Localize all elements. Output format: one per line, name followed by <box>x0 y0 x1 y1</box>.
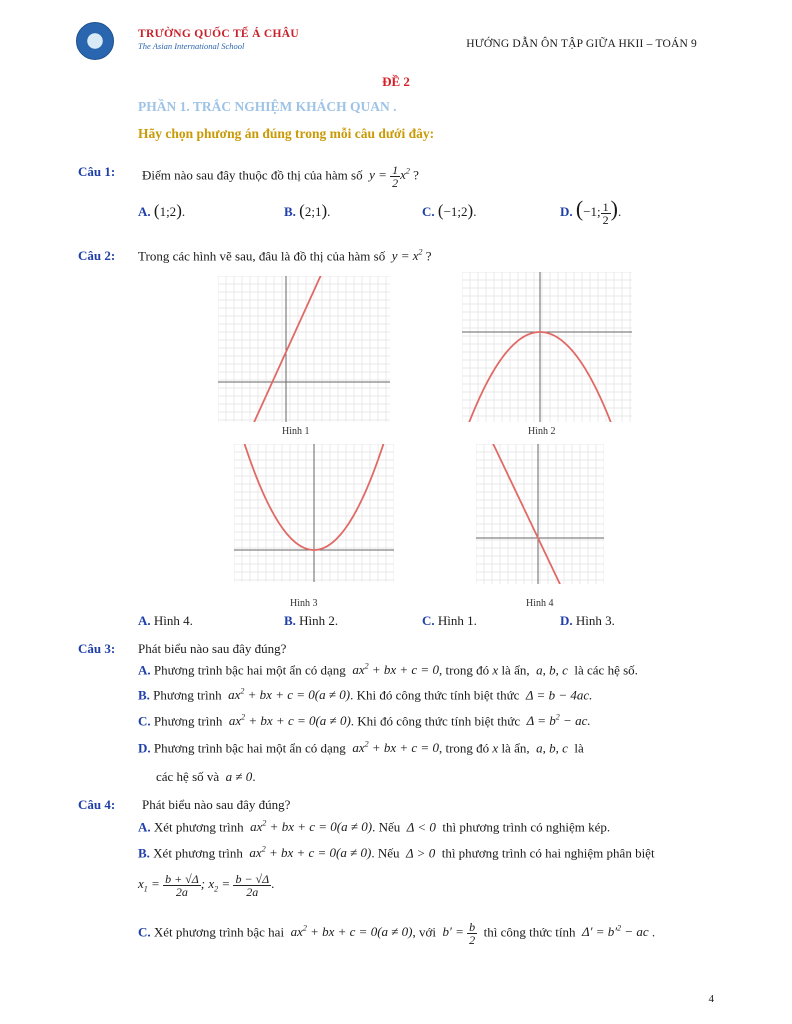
q3-option-b[interactable]: B. Phương trình $ax^2$ + bx + c = 0(a ≠ 0). Khi đó công thức tính biệt thức Δ = b − 4ac. <box>138 687 593 703</box>
school-name: TRƯỜNG QUỐC TẾ Á CHÂU <box>138 28 299 40</box>
q1-option-d[interactable]: D. (−1; $\frac{1}{2}$ ). <box>560 196 622 227</box>
graph-2 <box>462 272 632 422</box>
q2-stem: Trong các hình vẽ sau, đâu là đồ thị của hàm số <box>138 248 386 264</box>
graph-4-caption: Hình 4 <box>526 598 554 609</box>
q4-text: Phát biểu nào sau đây đúng? <box>142 797 291 812</box>
q3-option-a[interactable]: A. Phương trình bậc hai một ẩn có dạng $ax^2$ + bx + c = 0, trong đó x là ẩn, a, b, c là các hệ số. <box>138 662 638 678</box>
q3-option-c[interactable]: C. Phương trình $ax^2$ + bx + c = 0(a ≠ 0). Khi đó công thức tính biệt thức $\Delta = b^2$ − ac. <box>138 713 591 729</box>
q2-option-d[interactable]: D. Hình 3. <box>560 613 615 628</box>
q1-option-b[interactable]: B. (2;1). <box>284 201 331 220</box>
q1-option-c[interactable]: C. (−1;2). <box>422 201 477 220</box>
q3-option-d[interactable]: D. Phương trình bậc hai một ẩn có dạng $ax^2$ + bx + c = 0, trong đó x là ẩn, a, b, c là <box>138 740 584 756</box>
q2-formula: $y = x^2$ <box>388 248 423 264</box>
curve-graph-1 <box>246 276 329 422</box>
document-title: HƯỚNG DẪN ÔN TẬP GIỮA HKII – TOÁN 9 <box>466 38 697 50</box>
graph-2-caption: Hình 2 <box>528 426 556 437</box>
q4-option-a[interactable]: A. Xét phương trình $ax^2$ + bx + c = 0(a ≠ 0). Nếu Δ < 0 thì phương trình có nghiệm kép. <box>138 819 611 835</box>
q1-option-a[interactable]: A. (1;2). <box>138 201 186 220</box>
graph-3-caption: Hình 3 <box>290 598 318 609</box>
q2-option-a[interactable]: A. Hình 4. <box>138 613 193 628</box>
q1-text: Điểm nào sau đây thuộc đồ thị của hàm số y = $\frac{1}{2}$ $x^2$ ? <box>142 162 419 190</box>
page-number: 4 <box>708 993 714 1005</box>
q3-option-d-continued: các hệ số và a ≠ 0. <box>156 769 256 784</box>
q2-text: Trong các hình vẽ sau, đâu là đồ thị của hàm số $y = x^2$ ? <box>138 248 432 264</box>
graph-4 <box>476 444 604 584</box>
q4-label: Câu 4: <box>78 797 116 812</box>
school-subtitle: The Asian International School <box>138 41 245 51</box>
section-heading: PHẦN 1. TRẮC NGHIỆM KHÁCH QUAN . <box>138 99 397 114</box>
q3-label: Câu 3: <box>78 641 116 656</box>
graph-3 <box>234 444 394 582</box>
q2-label: Câu 2: <box>78 248 116 263</box>
q2-option-b[interactable]: B. Hình 2. <box>284 613 339 628</box>
q1-formula: y = $\frac{1}{2}$ $x^2$ <box>365 162 410 190</box>
graph-1-caption: Hình 1 <box>282 426 310 437</box>
instruction: Hãy chọn phương án đúng trong mỗi câu dưới đây: <box>138 126 435 141</box>
q4-option-b[interactable]: B. Xét phương trình $ax^2$ + bx + c = 0(a ≠ 0). Nếu Δ > 0 thì phương trình có hai nghiệm phân biệt <box>138 845 655 861</box>
q1-label: Câu 1: <box>78 164 116 179</box>
q4-option-c[interactable]: C. Xét phương trình bậc hai $ax^2$ + bx + c = 0(a ≠ 0), với b′ = $\frac{b}{2}$ thì công thức tính $\Delta' = b'^2$ − ac . <box>138 919 656 947</box>
q3-text: Phát biểu nào sau đây đúng? <box>138 641 287 656</box>
school-logo-icon <box>76 22 114 60</box>
q1-stem: Điểm nào sau đây thuộc đồ thị của hàm số <box>142 167 363 183</box>
q2-option-c[interactable]: C. Hình 1. <box>422 613 477 628</box>
graph-1 <box>218 276 390 422</box>
exam-title: ĐỀ 2 <box>382 74 410 89</box>
q4-option-b-roots: $x_1$ = $\frac{b + √\Delta}{2a}$ ; $x_2$ = $\frac{b - √\Delta}{2a}$ . <box>138 871 275 899</box>
